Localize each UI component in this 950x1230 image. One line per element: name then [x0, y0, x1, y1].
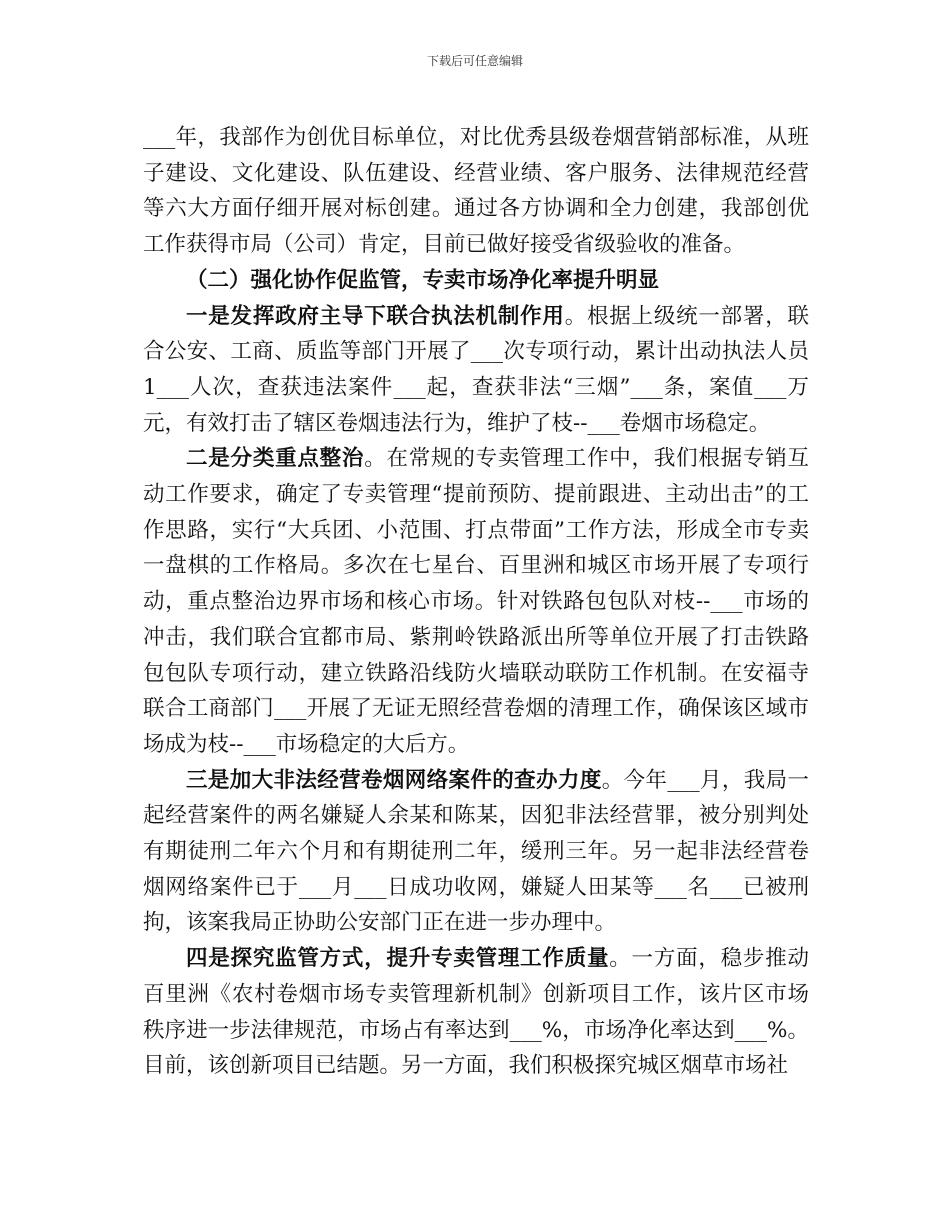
paragraph-4-text: 。今年___月，我局一起经营案件的两名嫌疑人余某和陈某，因犯非法经营罪，被分别判处有期徒刑二年六个月和有期徒刑二年，缓刑三年。另一起非法经营卷烟网络案件已于___月___日成功收网，嫌疑人田某等___名___已被刑拘，该案我局正协助公安部门正在进一步办理中。 [143, 767, 809, 936]
paragraph-3-text: 。在常规的专卖管理工作中，我们根据专销互动工作要求，确定了专卖管理“提前预防、提前跟进、主动出击”的工作思路，实行“大兵团、小范围、打点带面”工作方法，形成全市专卖一盘棋的工作格局。多次在七星台、百里洲和城区市场开展了专项行动，重点整治边界市场和核心市场。针对铁路包包队对枝--___市场的冲击，我们联合宜都市局、紫荆岭铁路派出所等单位开展了打击铁路包包队专项行动，建立铁路沿线防火墙联动联防工作机制。在安福寺联合工商部门___开展了无证无照经营卷烟的清理工作，确保该区域市场成为枝--___市场稳定的大后方。 [143, 446, 809, 757]
page-header: 下载后可任意编辑 [426, 54, 523, 68]
section-heading [143, 263, 809, 299]
paragraph-3-lead: 二是分类重点整治 [186, 446, 365, 472]
paragraph-1-text: ___年，我部作为创优目标单位，对比优秀县级卷烟营销部标准，从班子建设、文化建设、队伍建设、经营业绩、客户服务、法律规范经营等六大方面仔细开展对标创建。通过各方协调和全力创建，我部创优工作获得市局（公司）肯定，目前已做好接受省级验收的准备。 [143, 125, 809, 258]
paragraph-3 [143, 441, 809, 762]
paragraph-5 [143, 941, 809, 1084]
section-heading-text: （二）强化协作促监管，专卖市场净化率提升明显 [186, 267, 660, 293]
paragraph-2-text: 。根据上级统一部署，联合公安、工商、质监等部门开展了___次专项行动，累计出动执法人员1___人次，查获违法案件___起，查获非法“三烟”___条，案值___万元，有效打击了辖区卷烟违法行为，维护了枝--___卷烟市场稳定。 [143, 303, 809, 436]
paragraph-4 [143, 763, 809, 942]
paragraph-4-lead: 三是加大非法经营卷烟网络案件的查办力度 [186, 767, 602, 793]
paragraph-5-lead: 四是探究监管方式，提升专卖管理工作质量 [186, 946, 610, 972]
paragraph-2-lead: 一是发挥政府主导下联合执法机制作用 [186, 303, 565, 329]
paragraph-1 [143, 120, 809, 263]
paragraph-2 [143, 299, 809, 442]
document-body [143, 120, 809, 1084]
paragraph-5-text: 。一方面，稳步推动百里洲《农村卷烟市场专卖管理新机制》创新项目工作，该片区市场秩序进一步法律规范，市场占有率达到___%，市场净化率达到___%。目前，该创新项目已结题。另一方面，我们积极探究城区烟草市场社 [143, 946, 809, 1079]
